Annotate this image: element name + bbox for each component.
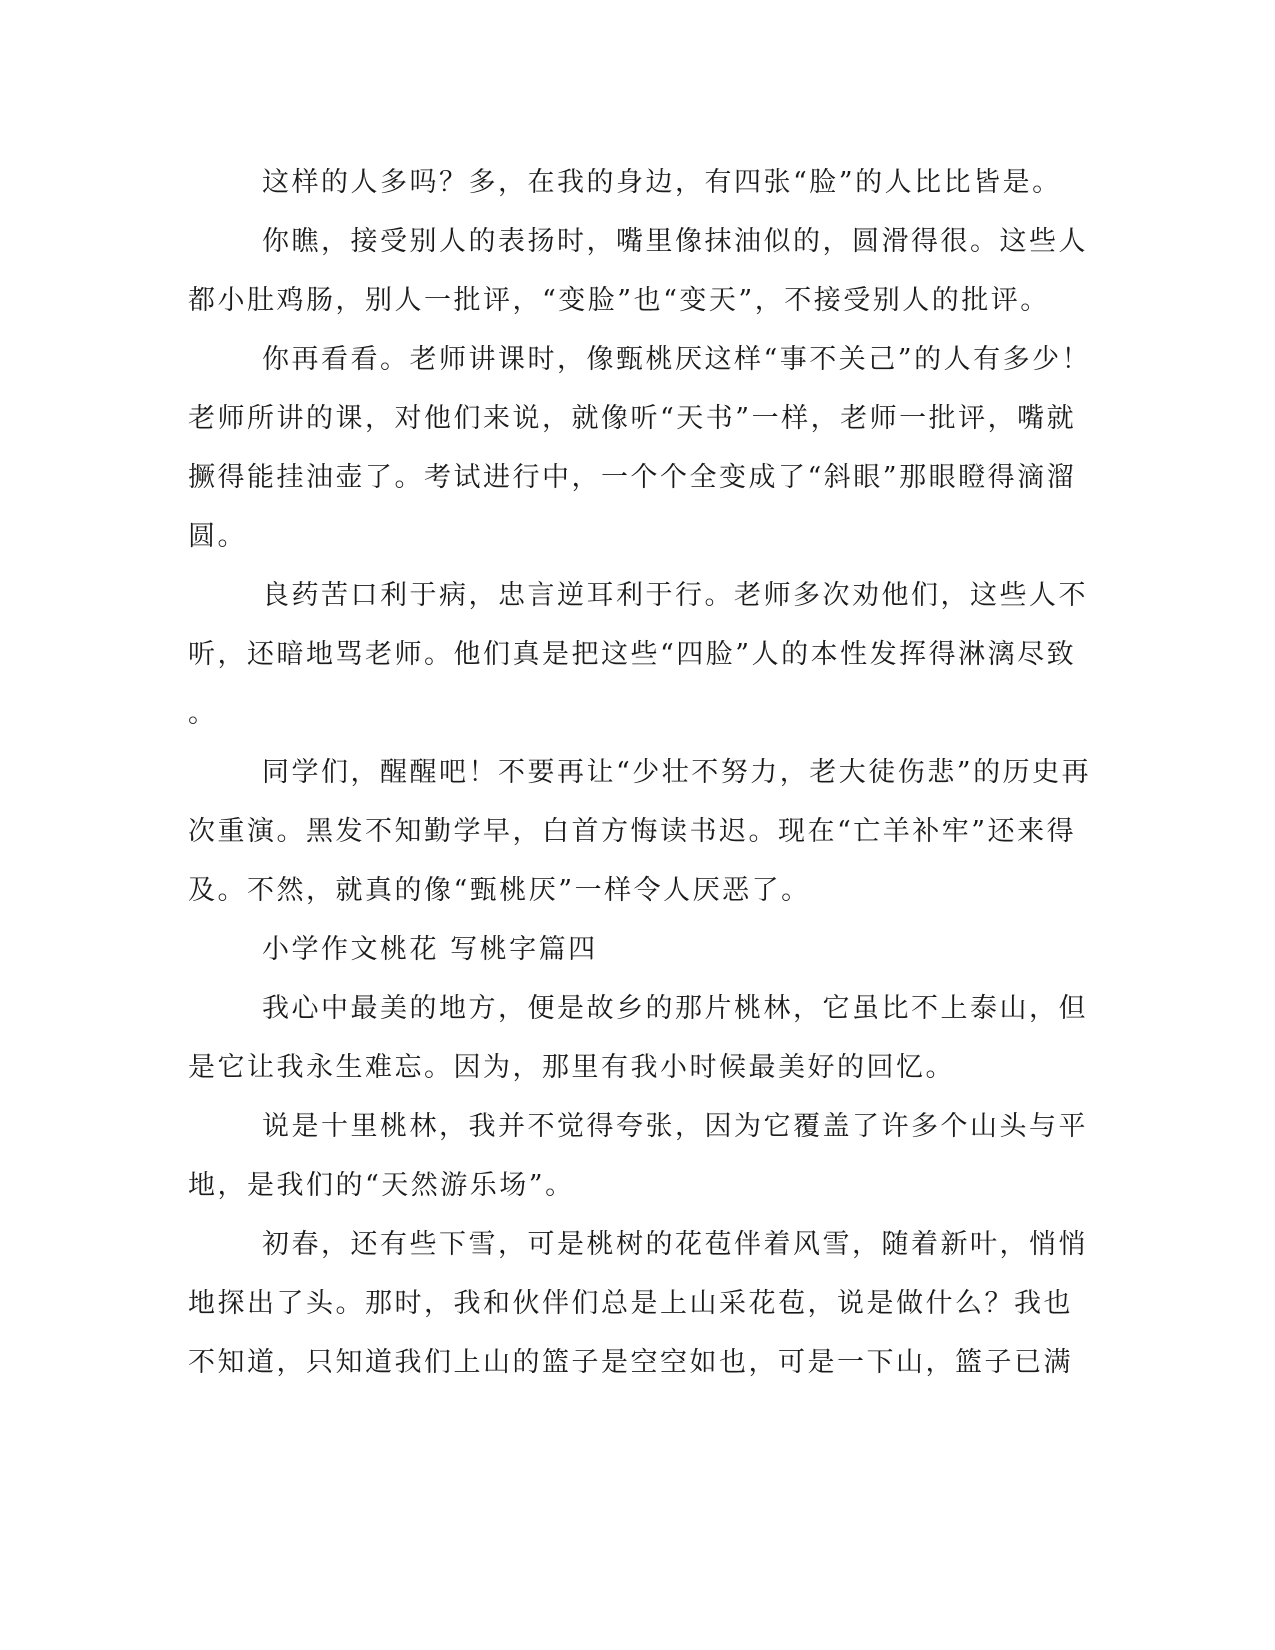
text-line: 及。不然，就真的像“甄桃厌”一样令人厌恶了。 bbox=[188, 875, 811, 906]
section-heading: 小学作文桃花 写桃字篇四 bbox=[262, 934, 598, 965]
text-line: 同学们，醒醒吧！不要再让“少壮不努力，老大徒伤悲”的历史再 bbox=[262, 757, 1092, 788]
text-line: 说是十里桃林，我并不觉得夸张，因为它覆盖了许多个山头与平 bbox=[262, 1111, 1088, 1142]
text-line: 是它让我永生难忘。因为，那里有我小时候最美好的回忆。 bbox=[188, 1052, 955, 1083]
text-line: 初春，还有些下雪，可是桃树的花苞伴着风雪，随着新叶，悄悄 bbox=[262, 1229, 1088, 1260]
text-line: 都小肚鸡肠，别人一批评，“变脸”也“变天”，不接受别人的批评。 bbox=[188, 285, 1050, 316]
text-line: 。 bbox=[188, 698, 218, 729]
text-line: 你瞧，接受别人的表扬时，嘴里像抹油似的，圆滑得很。这些人 bbox=[262, 226, 1088, 257]
text-line: 听，还暗地骂老师。他们真是把这些“四脸”人的本性发挥得淋漓尽致 bbox=[188, 639, 1077, 670]
text-line: 圆。 bbox=[188, 521, 247, 552]
text-line: 地探出了头。那时，我和伙伴们总是上山采花苞，说是做什么？我也 bbox=[188, 1288, 1073, 1319]
text-line: 老师所讲的课，对他们来说，就像听“天书”一样，老师一批评，嘴就 bbox=[188, 403, 1077, 434]
text-line: 这样的人多吗？多，在我的身边，有四张“脸”的人比比皆是。 bbox=[262, 167, 1062, 198]
text-line: 不知道，只知道我们上山的篮子是空空如也，可是一下山，篮子已满 bbox=[188, 1347, 1073, 1378]
text-line: 我心中最美的地方，便是故乡的那片桃林，它虽比不上泰山，但 bbox=[262, 993, 1088, 1024]
text-line: 良药苦口利于病，忠言逆耳利于行。老师多次劝他们，这些人不 bbox=[262, 580, 1088, 611]
text-line: 撅得能挂油壶了。考试进行中，一个个全变成了“斜眼”那眼瞪得滴溜 bbox=[188, 462, 1077, 493]
text-line: 地，是我们的“天然游乐场”。 bbox=[188, 1170, 575, 1201]
text-line: 你再看看。老师讲课时，像甄桃厌这样“事不关己”的人有多少！ bbox=[262, 344, 1092, 375]
text-line: 次重演。黑发不知勤学早，白首方悔读书迟。现在“亡羊补牢”还来得 bbox=[188, 816, 1077, 847]
